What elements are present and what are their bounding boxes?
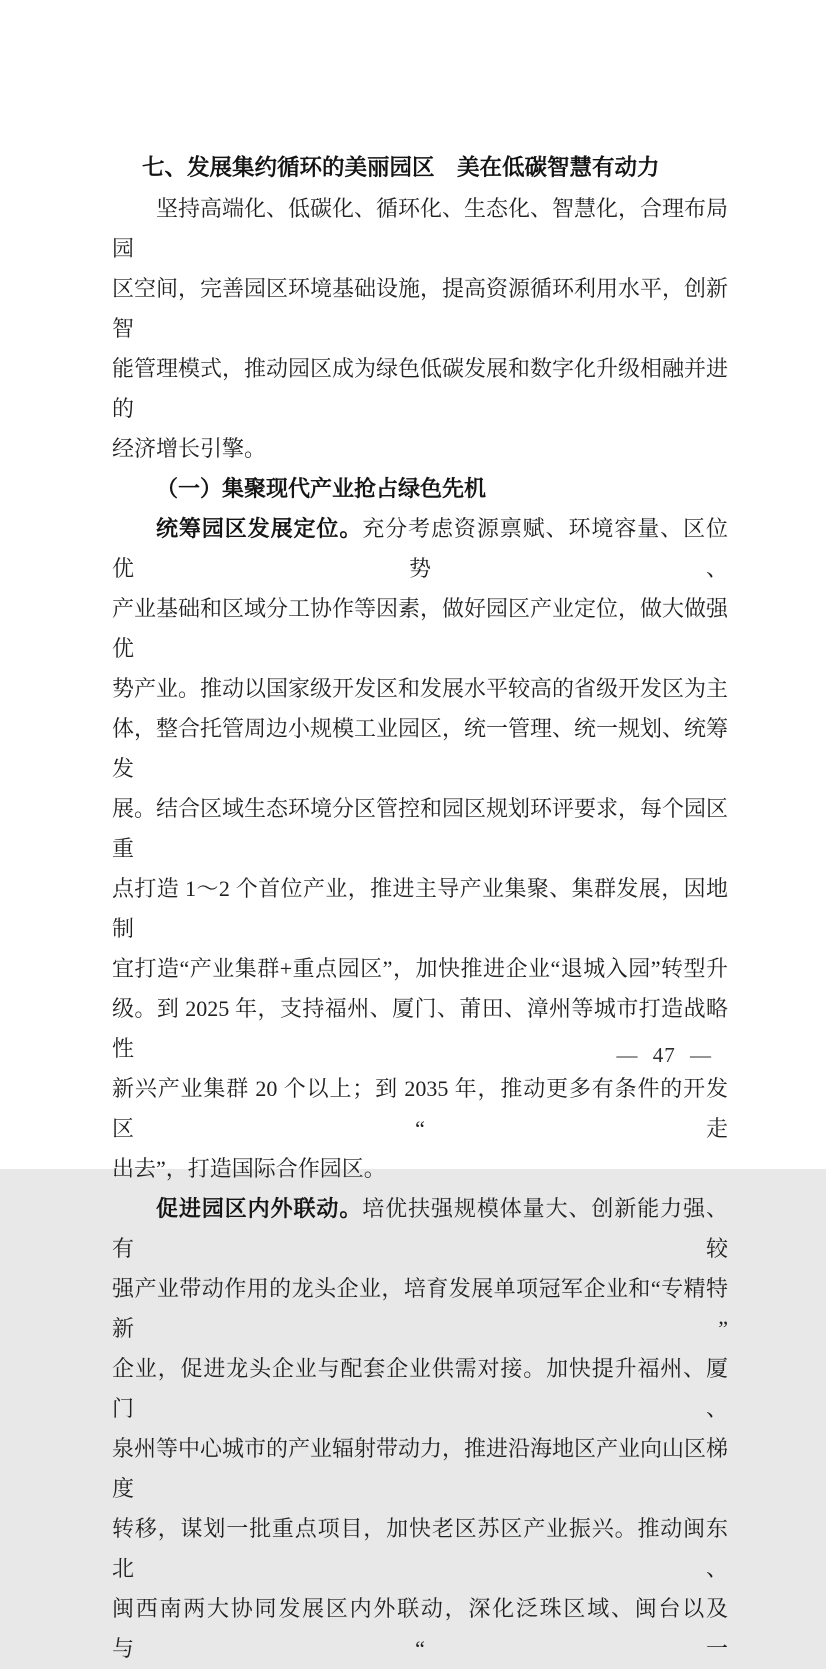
text-line: （一）集聚现代产业抢占绿色先机 [156,476,487,501]
text-line: 能管理模式，推动园区成为绿色低碳发展和数字化升级相融并进的 [112,356,729,421]
text-line: 展。结合区域生态环境分区管控和园区规划环评要求，每个园区重 [112,796,729,861]
text-line: 宜打造“产业集群+重点园区”，加快推进企业“退城入园”转型升 [112,956,728,981]
text-line: 新兴产业集群 20 个以上；到 2035 年，推动更多有条件的开发区“走 [112,1076,728,1141]
text-line: 体，整合托管周边小规模工业园区，统一管理、统一规划、统筹发 [112,716,729,781]
document-blocks [112,189,728,1669]
text-line: 统筹园区发展定位。充分考虑资源禀赋、环境容量、区位优势、 [112,516,728,581]
paragraph-lead: 统筹园区发展定位。 [156,516,363,541]
text-line: 企业，促进龙头企业与配套企业供需对接。加快提升福州、厦门、 [112,1356,728,1421]
text-line: 出去”，打造国际合作园区。 [112,1156,386,1181]
page-footer [617,1040,713,1070]
text-line: 转移，谋划一批重点项目，加快老区苏区产业振兴。推动闽东北、 [112,1516,728,1581]
text-line: 势产业。推动以国家级开发区和发展水平较高的省级开发区为主 [112,676,729,701]
text-line: 经济增长引擎。 [112,436,267,461]
text-line: 促进园区内外联动。培优扶强规模体量大、创新能力强、有较 [112,1196,728,1261]
paragraph [112,509,728,1189]
text-line: 泉州等中心城市的产业辐射带动力，推进沿海地区产业向山区梯度 [112,1436,729,1501]
document-title: 七、发展集约循环的美丽园区 美在低碳智慧有动力 [142,155,660,180]
document-body [112,147,728,1669]
paragraph [112,1189,728,1669]
text-line: 坚持高端化、低碳化、循环化、生态化、智慧化，合理布局园 [112,196,729,261]
text-line: 强产业带动作用的龙头企业，培育发展单项冠军企业和“专精特新” [112,1276,728,1341]
section-heading [112,469,728,509]
text-line: 产业基础和区域分工协作等因素，做好园区产业定位，做大做强优 [112,596,729,661]
text-line: 闽西南两大协同发展区内外联动，深化泛珠区域、闽台以及与“一 [112,1596,728,1661]
page-number: — 47 — [616,1043,712,1067]
text-line: 区空间，完善园区环境基础设施，提高资源循环利用水平，创新智 [112,276,729,341]
text-line: 点打造 1～2 个首位产业，推进主导产业集聚、集群发展，因地制 [112,876,728,941]
paragraph [112,189,728,469]
paragraph-lead: 促进园区内外联动。 [156,1196,363,1221]
text-line: 级。到 2025 年，支持福州、厦门、莆田、漳州等城市打造战略性 [112,996,728,1061]
